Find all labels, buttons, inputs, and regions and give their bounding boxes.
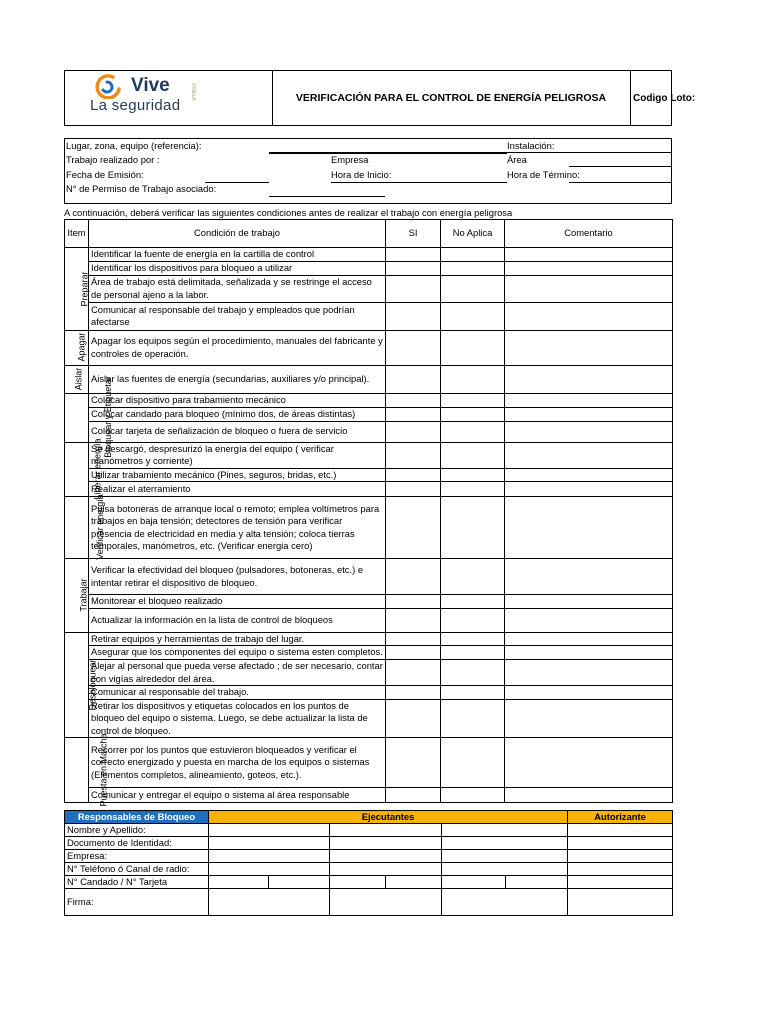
responsables-row-label: Nombre y Apellido: [65,824,209,837]
condition-cell: Actualizar la información en la lista de control de bloqueos [89,608,386,632]
executor-field[interactable] [506,876,568,889]
si-cell[interactable] [386,686,441,700]
section-label: Liberar energía [92,438,103,500]
comment-cell[interactable] [505,482,673,497]
table-row [65,632,673,646]
condition-cell: Colocar candado para bloqueo (mínimo dos, de áreas distintas) [89,407,386,421]
responsables-row-label: N° Teléfono ó Canal de radio: [65,863,209,876]
si-cell[interactable] [386,497,441,559]
si-cell[interactable] [386,482,441,497]
executor-field[interactable] [209,837,330,850]
condition-cell: Monitorear el bloqueo realizado [89,595,386,609]
comment-cell[interactable] [505,393,673,407]
table-row [65,330,673,365]
table-row [65,686,673,700]
executor-field[interactable] [330,837,442,850]
executor-field[interactable] [442,876,506,889]
executor-field[interactable] [330,863,442,876]
installation-label: Instalación: [507,140,555,151]
logo-word: Vive [131,75,170,96]
table-row [65,595,673,609]
condition-cell: Comunicar y entregar el equipo o sistema al área responsable [89,788,386,803]
condition-cell: Recorrer por los puntos que estuvieron bloqueados y verificar el correcto energizado y puesta en marcha de los equipos o sistemas (Elementos completos, alineamiento, goteos, etc.). [89,738,386,788]
table-row [65,442,673,468]
table-row [65,660,673,686]
executor-field[interactable] [209,863,330,876]
section-cell [65,365,89,393]
comment-cell[interactable] [505,699,673,738]
no-aplica-cell[interactable] [441,407,505,421]
section-label: Verificar energía [94,494,105,561]
responsables-body [65,824,673,916]
si-cell[interactable] [386,302,441,330]
table-row [65,407,673,421]
table-row [65,421,673,442]
executor-field[interactable] [209,850,330,863]
place-label: Lugar, zona, equipo (referencia): [66,140,202,151]
executor-field[interactable] [269,876,330,889]
si-cell[interactable] [386,262,441,276]
responsables-row-label: N° Candado / N° Tarjeta [65,876,209,889]
si-cell[interactable] [386,608,441,632]
permit-field[interactable] [269,196,385,197]
section-cell [65,248,89,331]
table-row [65,699,673,738]
code-label: Codigo Loto: [633,92,696,104]
no-aplica-cell[interactable] [441,468,505,482]
executor-field[interactable] [209,824,330,837]
executor-field[interactable] [442,863,568,876]
no-aplica-cell[interactable] [441,330,505,365]
comment-cell[interactable] [505,559,673,595]
comment-cell[interactable] [505,595,673,609]
comment-cell[interactable] [505,302,673,330]
table-row [65,365,673,393]
comment-cell[interactable] [505,442,673,468]
si-cell[interactable] [386,559,441,595]
section-label: Puesta en Marcha [98,733,109,807]
executor-field[interactable] [209,876,269,889]
section-cell [65,559,89,633]
table-row [65,497,673,559]
no-aplica-cell[interactable] [441,482,505,497]
table-row [65,738,673,788]
condition-cell: Identificar los dispositivos para bloqueo a utilizar [89,262,386,276]
si-cell[interactable] [386,595,441,609]
company-logo [65,71,273,125]
start-time-label: Hora de Inicio: [331,169,392,180]
table-row [65,482,673,497]
table-row [65,248,673,262]
col-condition: Condición de trabajo [89,220,386,248]
comment-cell[interactable] [505,686,673,700]
table-row [65,559,673,595]
authorizer-field[interactable] [568,850,673,863]
table-row [65,393,673,407]
comment-cell[interactable] [505,365,673,393]
comment-cell[interactable] [505,608,673,632]
section-label: Bloquear y Etiquetar [102,376,113,459]
table-row [65,262,673,276]
instruction-text: A continuación, deberá verificar las siguientes condiciones antes de realizar el trabajo con energía peligrosa [64,207,513,218]
section-label: Aislar [73,367,84,391]
no-aplica-cell[interactable] [441,788,505,803]
no-aplica-cell[interactable] [441,365,505,393]
si-cell[interactable] [386,393,441,407]
responsables-row [65,837,673,850]
table-row [65,302,673,330]
no-aplica-cell[interactable] [441,262,505,276]
executor-field[interactable] [330,824,442,837]
condition-cell: Colocar tarjeta de señalización de bloqueo o fuera de servicio [89,421,386,442]
authorizer-field[interactable] [568,824,673,837]
executor-field[interactable] [209,889,330,916]
condition-cell: Área de trabajo está delimitada, señalizada y se restringe el acceso de personal ajeno a la labor. [89,275,386,302]
si-cell[interactable] [386,660,441,686]
no-aplica-cell[interactable] [441,646,505,660]
checklist-body [65,248,673,807]
responsables-header: Responsables de Bloqueo [65,811,209,824]
logo-swirl-icon [91,73,125,99]
si-cell[interactable] [386,788,441,803]
executor-field[interactable] [330,889,442,916]
authorizer-field[interactable] [568,863,673,876]
section-cell [65,438,103,500]
responsables-row [65,889,673,916]
comment-cell[interactable] [505,738,673,788]
col-item: Item [65,220,89,248]
comment-cell[interactable] [505,248,673,262]
condition-cell: Identificar la fuente de energía en la cartilla de control [89,248,386,262]
authorizer-header: Autorizante [568,811,673,824]
responsables-row [65,850,673,863]
condition-cell: Asegurar que los componentes del equipo o sistema esten completos. [89,646,386,660]
section-label: Preparar [79,270,90,307]
condition-cell: Aislar las fuentes de energía (secundarias, auxiliares y/o principal). [89,365,386,393]
si-cell[interactable] [386,699,441,738]
responsables-row-label: Empresa: [65,850,209,863]
checklist-table [64,219,673,807]
section-cell [65,632,98,738]
authorizer-field[interactable] [568,889,673,916]
si-cell[interactable] [386,407,441,421]
condition-cell: Retirar equipos y herramientas de trabajo del lugar. [89,632,386,646]
condition-cell: Realizar el aterramiento [89,482,386,497]
no-aplica-cell[interactable] [441,393,505,407]
condition-cell: Utilizar trabamiento mecánico (Pines, seguros, bridas, etc.) [89,468,386,482]
executor-field[interactable] [442,837,568,850]
section-cell [65,330,89,365]
comment-cell[interactable] [505,262,673,276]
si-cell[interactable] [386,248,441,262]
comment-cell[interactable] [505,468,673,482]
end-time-field[interactable] [569,182,671,183]
col-comment: Comentario [505,220,673,248]
work-field[interactable] [269,153,507,154]
condition-cell: Comunicar al responsable del trabajo. [89,686,386,700]
table-row [65,608,673,632]
section-label: Trabajar [78,578,89,612]
table-row [65,646,673,660]
document-header [64,70,696,126]
no-aplica-cell[interactable] [441,302,505,330]
condition-cell: Colocar dispositivo para trabamiento mecánico [89,393,386,407]
issue-date-label: Fecha de Emisión: [66,169,144,180]
comment-cell[interactable] [505,646,673,660]
company-label: Empresa [331,154,369,165]
comment-cell[interactable] [505,275,673,302]
start-time-field[interactable] [331,182,507,183]
section-label: Apagar [76,332,87,362]
no-aplica-cell[interactable] [441,595,505,609]
executor-field[interactable] [330,850,442,863]
no-aplica-cell[interactable] [441,275,505,302]
responsables-row [65,876,673,889]
table-row [65,275,673,302]
no-aplica-cell[interactable] [441,559,505,595]
condition-cell: Verificar la efectividad del bloqueo (pulsadores, botoneras, etc.) e intentar retirar el dispositivo de bloqueo. [89,559,386,595]
condition-cell: Retirar los dispositivos y etiquetas colocados en los puntos de bloqueo del equipo o sistema. Luego, se debe actualizar la lista de control de bloqueo. [89,699,386,738]
area-field[interactable] [569,166,671,167]
comment-cell[interactable] [505,407,673,421]
section-cell [65,733,109,807]
si-cell[interactable] [386,646,441,660]
installation-field[interactable] [569,152,671,153]
no-aplica-cell[interactable] [441,608,505,632]
no-aplica-cell[interactable] [441,421,505,442]
col-no-aplica: No Aplica [441,220,505,248]
si-cell[interactable] [386,330,441,365]
area-label: Área [507,154,527,165]
section-cell [65,494,105,561]
end-time-label: Hora de Término: [507,169,580,180]
permit-label: N° de Permiso de Trabajo asociado: [66,183,217,194]
si-cell[interactable] [386,442,441,468]
responsables-row [65,824,673,837]
logo-subtitle: La seguridad [90,97,181,114]
responsables-row [65,863,673,876]
si-cell[interactable] [386,365,441,393]
condition-cell: Pulsa botoneras de arranque local o remoto; emplea voltímetros para trabajos en baja tensión; detectores de tensión para verificar presencia de electricidad en media y alta tensión; coloca tierras temporales, manómetros, etc. (Verificar energia cero) [89,497,386,559]
si-cell[interactable] [386,421,441,442]
no-aplica-cell[interactable] [441,660,505,686]
comment-cell[interactable] [505,330,673,365]
comment-cell[interactable] [505,632,673,646]
condition-cell: Alejar al personal que pueda verse afectado ; de ser necesario, contar con vigías alrededor del área. [89,660,386,686]
si-cell[interactable] [386,468,441,482]
no-aplica-cell[interactable] [441,248,505,262]
work-label: Trabajo realizado por : [66,154,160,165]
executor-field[interactable] [330,876,386,889]
condition-cell: Se descargó, despresurizó la energía del equipo ( verificar manómetros y corriente) [89,442,386,468]
si-cell[interactable] [386,738,441,788]
table-header-row [65,220,673,248]
si-cell[interactable] [386,632,441,646]
no-aplica-cell[interactable] [441,632,505,646]
si-cell[interactable] [386,275,441,302]
executors-header: Ejecutantes [209,811,568,824]
section-label: Desbloquear [87,658,98,711]
comment-cell[interactable] [505,788,673,803]
executor-field[interactable] [386,876,442,889]
logo-vertical-text: VIVELA [190,83,196,101]
responsables-header-row [65,811,673,824]
no-aplica-cell[interactable] [441,442,505,468]
info-section [64,138,672,204]
responsables-table [64,810,673,916]
no-aplica-cell[interactable] [441,497,505,559]
responsables-row-label: Documento de Identidad: [65,837,209,850]
col-si: SI [386,220,441,248]
document-title: VERIFICACIÓN PARA EL CONTROL DE ENERGÍA PELIGROSA [272,71,631,125]
comment-cell[interactable] [505,421,673,442]
executor-field[interactable] [442,889,568,916]
table-row [65,468,673,482]
no-aplica-cell[interactable] [441,738,505,788]
authorizer-field[interactable] [568,837,673,850]
condition-cell: Comunicar al responsable del trabajo y empleados que podrían afectarse [89,302,386,330]
table-row [65,788,673,803]
authorizer-field[interactable] [568,876,673,889]
condition-cell: Apagar los equipos según el procedimiento, manuales del fabricante y controles de operación. [89,330,386,365]
responsables-row-label: Firma: [65,889,209,916]
executor-field[interactable] [442,824,568,837]
executor-field[interactable] [442,850,568,863]
comment-cell[interactable] [505,497,673,559]
no-aplica-cell[interactable] [441,686,505,700]
comment-cell[interactable] [505,660,673,686]
no-aplica-cell[interactable] [441,699,505,738]
